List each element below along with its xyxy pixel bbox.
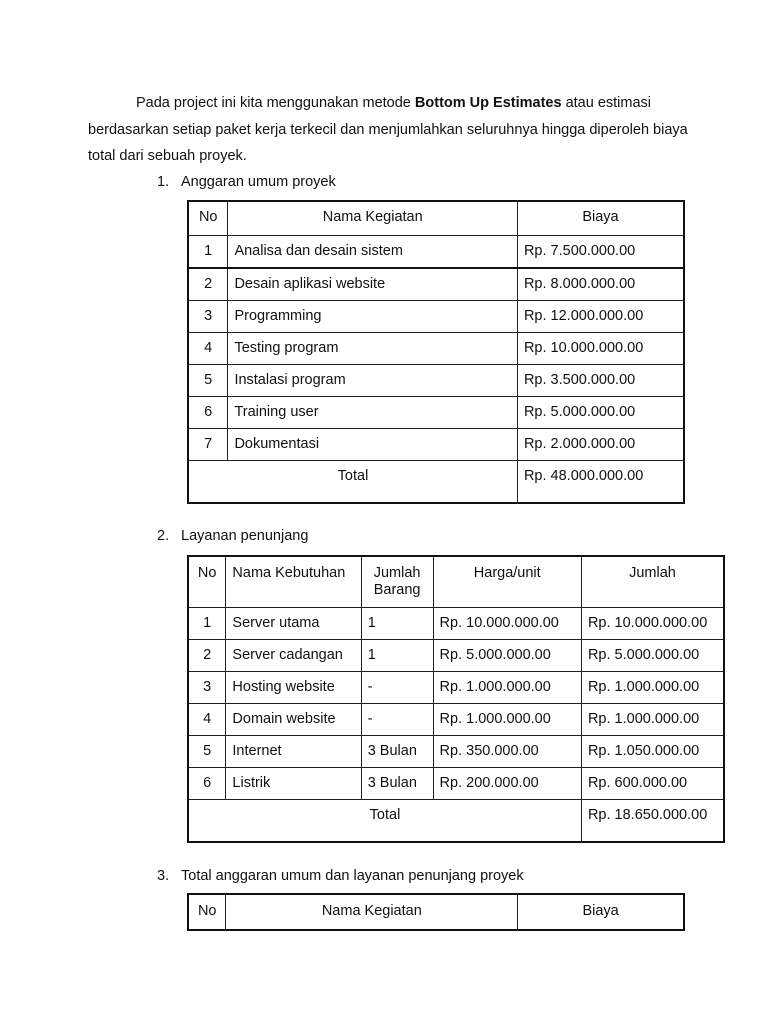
grand-total-table: [187, 893, 685, 931]
row-no: 5: [188, 736, 226, 768]
intro-paragraph: [88, 90, 688, 170]
row-qty: -: [361, 672, 433, 704]
total-row: [188, 800, 724, 843]
table-row: [188, 672, 724, 704]
row-need: Internet: [226, 736, 361, 768]
row-no: 1: [188, 608, 226, 640]
intro-text-2: atau estimasi berdasarkan setiap paket kerja terkecil dan menjumlahkan seluruhnya hingga diperoleh biaya total dari sebuah proyek.: [88, 95, 688, 164]
row-unit-price: Rp. 350.000.00: [433, 736, 581, 768]
table-row: [188, 236, 684, 269]
row-no: 2: [188, 640, 226, 672]
row-unit-price: Rp. 5.000.000.00: [433, 640, 581, 672]
table-row: [188, 301, 684, 333]
table-row: [188, 768, 724, 800]
row-no: 7: [188, 429, 228, 461]
row-no: 3: [188, 301, 228, 333]
row-amount: Rp. 10.000.000.00: [581, 608, 724, 640]
header-biaya: Biaya: [517, 201, 684, 236]
row-activity: Training user: [228, 397, 518, 429]
row-amount: Rp. 1.050.000.00: [581, 736, 724, 768]
row-activity: Testing program: [228, 333, 518, 365]
row-cost: Rp. 10.000.000.00: [517, 333, 684, 365]
row-activity: Instalasi program: [228, 365, 518, 397]
intro-text-1: Pada project ini kita menggunakan metode: [136, 95, 415, 111]
table-row: [188, 333, 684, 365]
row-amount: Rp. 600.000.00: [581, 768, 724, 800]
table-row: [188, 397, 684, 429]
table-row: [188, 704, 724, 736]
intro-bold-method: Bottom Up Estimates: [414, 95, 562, 111]
table-row: [188, 268, 684, 301]
row-no: 4: [188, 704, 226, 736]
section2-heading: [157, 528, 308, 544]
row-no: 5: [188, 365, 228, 397]
row-qty: -: [361, 704, 433, 736]
row-cost: Rp. 3.500.000.00: [517, 365, 684, 397]
row-unit-price: Rp. 200.000.00: [433, 768, 581, 800]
row-no: 4: [188, 333, 228, 365]
row-qty: 1: [361, 608, 433, 640]
table-header-row: [188, 556, 724, 608]
row-amount: Rp. 1.000.000.00: [581, 704, 724, 736]
row-amount: Rp. 1.000.000.00: [581, 672, 724, 704]
header-no: No: [188, 894, 226, 930]
section1-heading: [157, 174, 336, 190]
row-cost: Rp. 5.000.000.00: [517, 397, 684, 429]
section3-number: 3.: [157, 868, 170, 884]
row-need: Hosting website: [226, 672, 361, 704]
section2-title: Layanan penunjang: [181, 528, 309, 544]
table-row: [188, 608, 724, 640]
table-header-row: [188, 201, 684, 236]
row-cost: Rp. 8.000.000.00: [517, 268, 684, 301]
row-no: 2: [188, 268, 228, 301]
row-activity: Analisa dan desain sistem: [228, 236, 518, 269]
row-qty: 1: [361, 640, 433, 672]
budget-table: [187, 200, 685, 504]
header-no: No: [188, 556, 226, 608]
row-need: Listrik: [226, 768, 361, 800]
row-activity: Dokumentasi: [228, 429, 518, 461]
row-cost: Rp. 12.000.000.00: [517, 301, 684, 333]
header-jumlah-barang: Jumlah Barang: [361, 556, 433, 608]
header-nama-kegiatan: Nama Kegiatan: [228, 201, 518, 236]
table-row: [188, 365, 684, 397]
header-nama-kegiatan: Nama Kegiatan: [226, 894, 518, 930]
row-no: 1: [188, 236, 228, 269]
row-unit-price: Rp. 1.000.000.00: [433, 672, 581, 704]
table-row: [188, 736, 724, 768]
section3-heading: [157, 868, 524, 884]
table-row: [188, 429, 684, 461]
row-unit-price: Rp. 10.000.000.00: [433, 608, 581, 640]
table-row: [188, 640, 724, 672]
section1-title: Anggaran umum proyek: [181, 174, 336, 190]
row-unit-price: Rp. 1.000.000.00: [433, 704, 581, 736]
row-activity: Desain aplikasi website: [228, 268, 518, 301]
total-value: Rp. 48.000.000.00: [517, 461, 684, 504]
row-amount: Rp. 5.000.000.00: [581, 640, 724, 672]
row-qty: 3 Bulan: [361, 768, 433, 800]
total-label: Total: [188, 461, 517, 504]
section3-title: Total anggaran umum dan layanan penunjang proyek: [181, 868, 524, 884]
section1-number: 1.: [157, 174, 170, 190]
header-no: No: [188, 201, 228, 236]
row-cost: Rp. 7.500.000.00: [517, 236, 684, 269]
total-value: Rp. 18.650.000.00: [581, 800, 724, 843]
total-label: Total: [188, 800, 581, 843]
row-cost: Rp. 2.000.000.00: [517, 429, 684, 461]
row-need: Domain website: [226, 704, 361, 736]
support-services-table: [187, 555, 725, 843]
total-row: [188, 461, 684, 504]
row-qty: 3 Bulan: [361, 736, 433, 768]
header-harga-unit: Harga/unit: [433, 556, 581, 608]
section2-number: 2.: [157, 528, 170, 544]
row-no: 6: [188, 768, 226, 800]
header-biaya: Biaya: [518, 894, 684, 930]
table-header-row: [188, 894, 684, 930]
row-need: Server utama: [226, 608, 361, 640]
row-activity: Programming: [228, 301, 518, 333]
header-jumlah: Jumlah: [581, 556, 724, 608]
row-no: 3: [188, 672, 226, 704]
row-no: 6: [188, 397, 228, 429]
header-nama-kebutuhan: Nama Kebutuhan: [226, 556, 361, 608]
row-need: Server cadangan: [226, 640, 361, 672]
